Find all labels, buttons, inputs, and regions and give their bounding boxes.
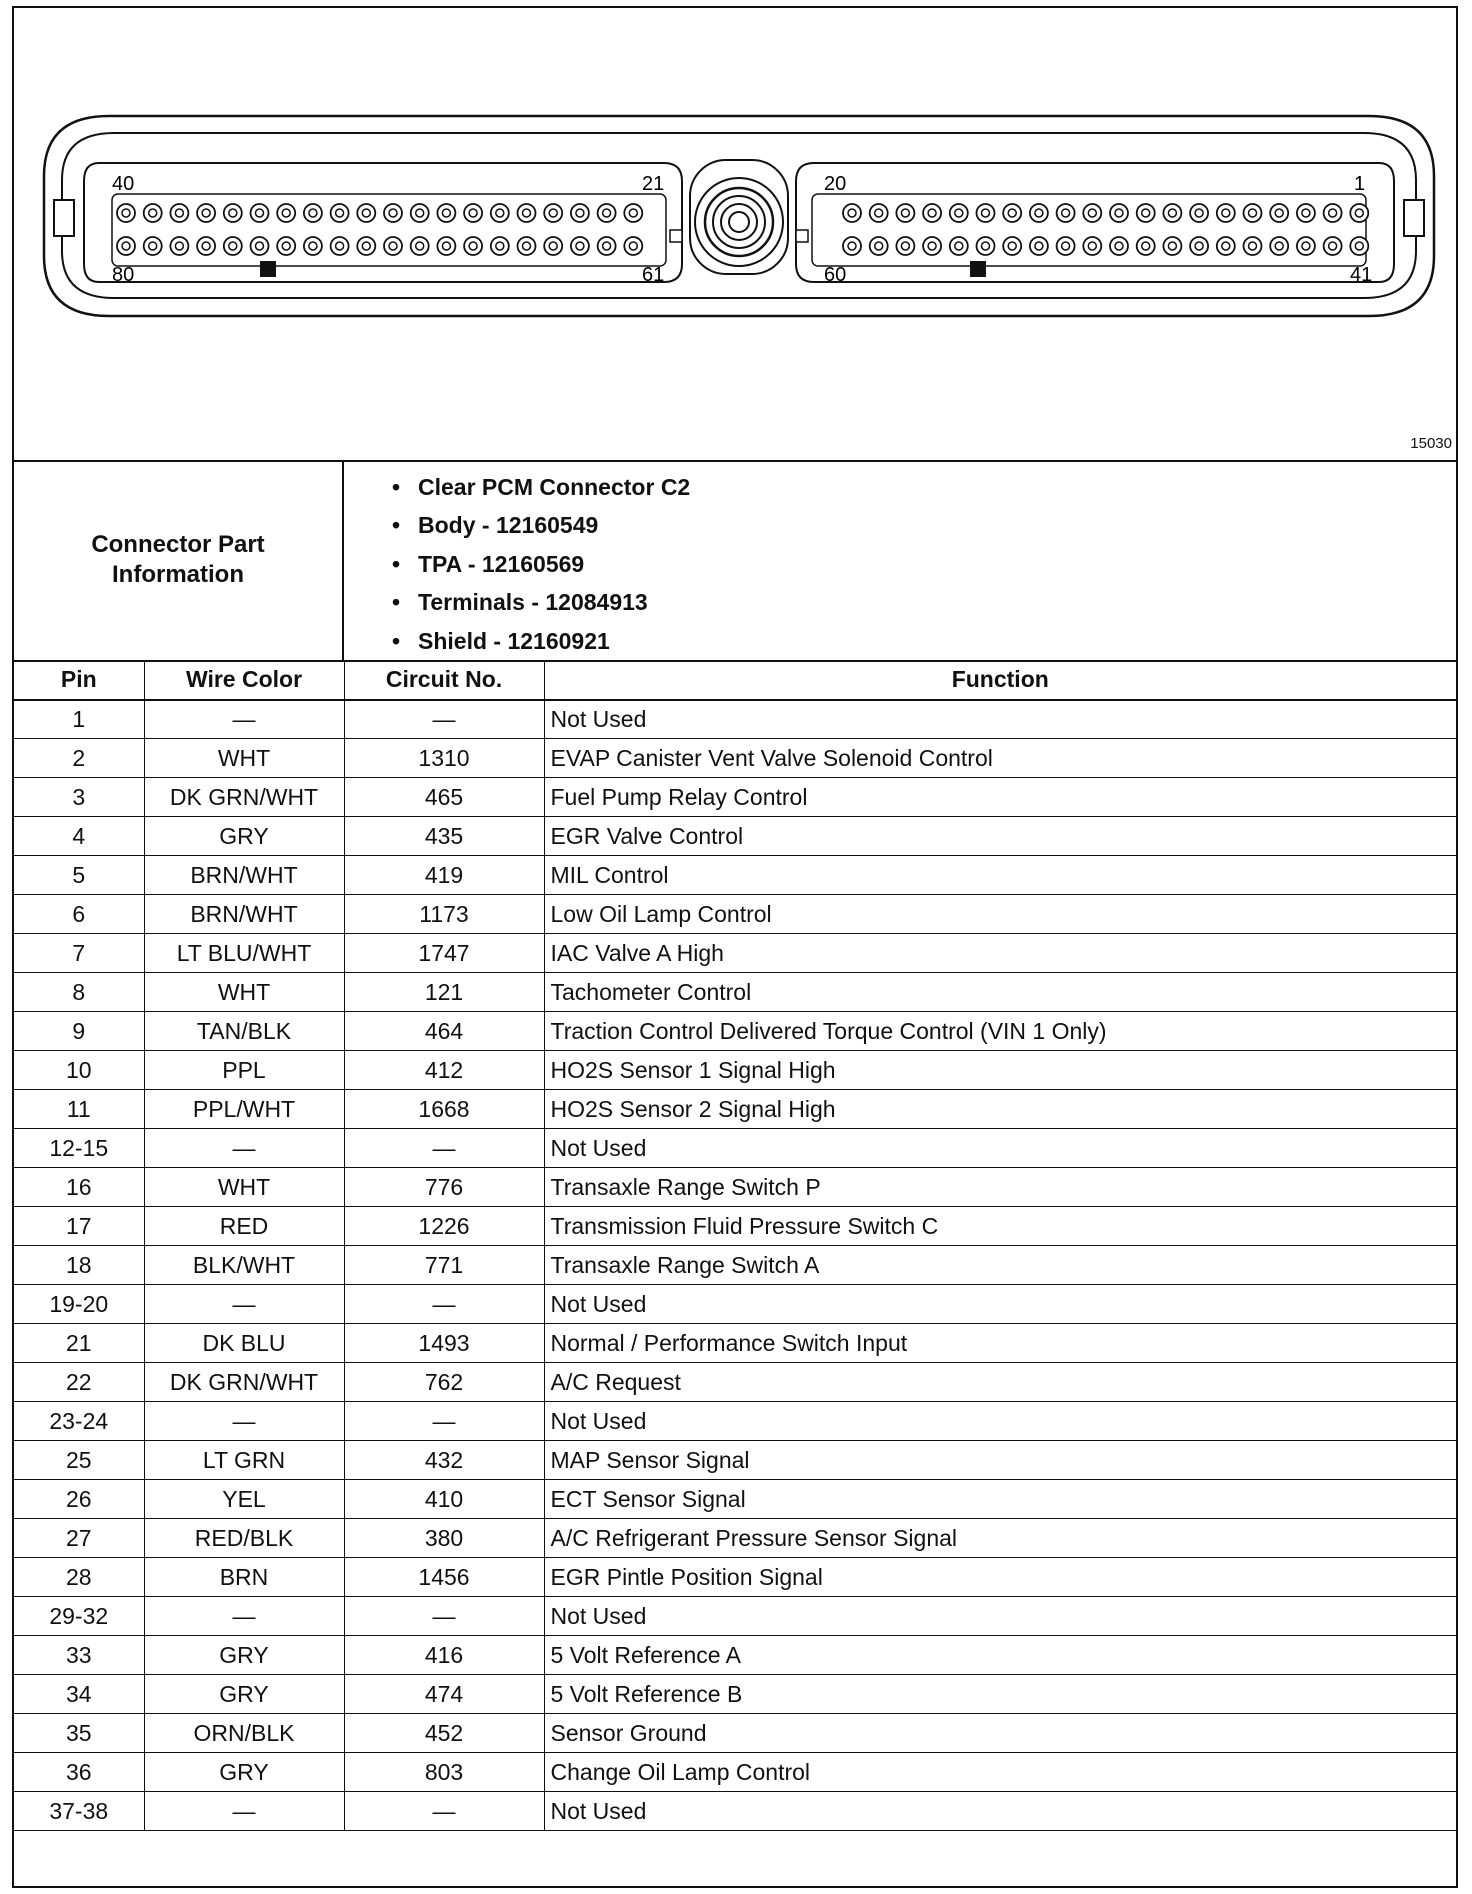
circuit-no-cell: 474 [344,1675,544,1714]
function-cell: Transaxle Range Switch A [544,1246,1456,1285]
function-cell: Not Used [544,1129,1456,1168]
wire-color-cell: BRN/WHT [144,895,344,934]
pin-cavity [1163,237,1181,255]
pin-cell: 16 [14,1168,144,1207]
wire-color-cell: WHT [144,1168,344,1207]
function-cell: MAP Sensor Signal [544,1441,1456,1480]
pin-cavity [224,204,242,222]
header-function: Function [544,661,1456,700]
header-wire-color: Wire Color [144,661,344,700]
circuit-no-cell: — [344,1597,544,1636]
circuit-no-cell: 1456 [344,1558,544,1597]
part-info-item: • Body - 12160549 [392,506,690,544]
function-cell: Fuel Pump Relay Control [544,778,1456,817]
pin-cavity [1244,204,1262,222]
pin-cell: 2 [14,739,144,778]
circuit-no-cell: 412 [344,1051,544,1090]
part-info-list [392,468,690,660]
pin-cavity [1057,204,1075,222]
pin-label-21: 21 [642,173,665,195]
table-row [14,934,1456,973]
table-row [14,1168,1456,1207]
pin-cavity [170,204,188,222]
pin-cavity [950,237,968,255]
pin-cavity [117,237,135,255]
pin-cavity [1350,204,1368,222]
pin-cavity [1217,204,1235,222]
circuit-no-cell: 435 [344,817,544,856]
function-cell: Change Oil Lamp Control [544,1753,1456,1792]
pin-cell: 25 [14,1441,144,1480]
table-row [14,1792,1456,1831]
function-cell: HO2S Sensor 1 Signal High [544,1051,1456,1090]
wire-color-cell: WHT [144,739,344,778]
table-row [14,1207,1456,1246]
part-info-label-text: Connector Part Information [91,531,265,588]
function-cell: A/C Request [544,1363,1456,1402]
pin-cell: 26 [14,1480,144,1519]
function-cell: Traction Control Delivered Torque Control (VIN 1 Only) [544,1012,1456,1051]
pin-cavity [251,237,269,255]
circuit-no-cell: 1226 [344,1207,544,1246]
pin-cavity [357,237,375,255]
function-cell: Tachometer Control [544,973,1456,1012]
part-info-item: • Terminals - 12084913 [392,583,690,621]
pin-cell: 23-24 [14,1402,144,1441]
table-row [14,1402,1456,1441]
pin-cavity [1137,204,1155,222]
table-row [14,1519,1456,1558]
pin-cavity [197,237,215,255]
pin-cavity [1244,237,1262,255]
table-row [14,1129,1456,1168]
part-info-item: • Shield - 12160921 [392,622,690,660]
wire-color-cell: YEL [144,1480,344,1519]
connector-sheet [12,6,1458,1888]
wire-color-cell: RED [144,1207,344,1246]
circuit-no-cell: 1173 [344,895,544,934]
pin-cell: 6 [14,895,144,934]
wire-color-cell: BRN [144,1558,344,1597]
pin-cavity [117,204,135,222]
pin-cavity [977,204,995,222]
table-row [14,1246,1456,1285]
table-row [14,1753,1456,1792]
pin-label-40: 40 [112,173,135,195]
pin-cavity [384,237,402,255]
pin-cavity [843,204,861,222]
pin-cavity [1110,237,1128,255]
table-row [14,1675,1456,1714]
function-cell: EVAP Canister Vent Valve Solenoid Control [544,739,1456,778]
pin-cavity [384,204,402,222]
pin-cavity [1217,237,1235,255]
function-cell: Not Used [544,1285,1456,1324]
function-cell: Sensor Ground [544,1714,1456,1753]
table-row [14,1636,1456,1675]
circuit-no-cell: 419 [344,856,544,895]
pin-cell: 33 [14,1636,144,1675]
wire-color-cell: LT BLU/WHT [144,934,344,973]
pin-cavity [571,237,589,255]
function-cell: A/C Refrigerant Pressure Sensor Signal [544,1519,1456,1558]
pin-cavity [1270,204,1288,222]
circuit-no-cell: 1493 [344,1324,544,1363]
pin-cavity [1190,237,1208,255]
wire-color-cell: BRN/WHT [144,856,344,895]
pin-cavity [518,237,536,255]
wire-color-cell: — [144,1285,344,1324]
table-row [14,778,1456,817]
pin-cavity [1163,204,1181,222]
table-row [14,1558,1456,1597]
pin-cavity [1324,204,1342,222]
pin-cavity [331,204,349,222]
pin-cavity [1324,237,1342,255]
pin-cavity [518,204,536,222]
wire-color-cell: GRY [144,817,344,856]
pin-cavity [464,204,482,222]
pin-cavity [251,204,269,222]
circuit-no-cell: 803 [344,1753,544,1792]
wire-color-cell: — [144,1792,344,1831]
wire-color-cell: — [144,1129,344,1168]
function-cell: MIL Control [544,856,1456,895]
pin-cell: 18 [14,1246,144,1285]
wire-color-cell: GRY [144,1753,344,1792]
pin-cavity [144,237,162,255]
function-cell: HO2S Sensor 2 Signal High [544,1090,1456,1129]
pin-cavity [923,237,941,255]
pin-cavity [923,204,941,222]
function-cell: Transaxle Range Switch P [544,1168,1456,1207]
table-row [14,739,1456,778]
pin-cell: 37-38 [14,1792,144,1831]
wire-color-cell: DK BLU [144,1324,344,1363]
pin-cavity [411,204,429,222]
table-row [14,1480,1456,1519]
function-cell: Not Used [544,1792,1456,1831]
wire-color-cell: PPL [144,1051,344,1090]
function-cell: Transmission Fluid Pressure Switch C [544,1207,1456,1246]
table-row [14,856,1456,895]
pin-cavity [1190,204,1208,222]
pin-cavity [1297,237,1315,255]
wire-color-cell: PPL/WHT [144,1090,344,1129]
pin-cavity [598,204,616,222]
pin-cavity [1083,237,1101,255]
pin-cell: 29-32 [14,1597,144,1636]
circuit-no-cell: 1668 [344,1090,544,1129]
pin-cavity [1003,237,1021,255]
circuit-no-cell: 762 [344,1363,544,1402]
pin-cell: 9 [14,1012,144,1051]
wire-color-cell: GRY [144,1636,344,1675]
function-cell: EGR Valve Control [544,817,1456,856]
table-row [14,817,1456,856]
pin-cell: 7 [14,934,144,973]
pin-cavity [1110,204,1128,222]
pin-cavity [1137,237,1155,255]
pin-cell: 35 [14,1714,144,1753]
wire-color-cell: DK GRN/WHT [144,1363,344,1402]
circuit-no-cell: 464 [344,1012,544,1051]
pin-cell: 12-15 [14,1129,144,1168]
pin-cavity [624,237,642,255]
pin-cell: 22 [14,1363,144,1402]
circuit-no-cell: 771 [344,1246,544,1285]
wire-color-cell: — [144,700,344,739]
wire-color-cell: RED/BLK [144,1519,344,1558]
connector-figure [14,8,1456,462]
pin-cavity [1270,237,1288,255]
circuit-no-cell: — [344,1285,544,1324]
pin-cavity [843,237,861,255]
pin-cavity [870,237,888,255]
function-cell: ECT Sensor Signal [544,1480,1456,1519]
pin-cavity [1297,204,1315,222]
pin-cell: 10 [14,1051,144,1090]
function-cell: IAC Valve A High [544,934,1456,973]
table-header-row [14,661,1456,700]
circuit-no-cell: 380 [344,1519,544,1558]
part-info-label [14,460,344,660]
pin-label-60: 60 [824,264,847,286]
pin-cavity [144,204,162,222]
circuit-no-cell: 1747 [344,934,544,973]
pin-cell: 36 [14,1753,144,1792]
pin-cavity [277,237,295,255]
header-pin: Pin [14,661,144,700]
wire-color-cell: DK GRN/WHT [144,778,344,817]
pin-cell: 34 [14,1675,144,1714]
wire-color-cell: — [144,1402,344,1441]
pin-cavity [1350,237,1368,255]
pin-cavity [170,237,188,255]
wire-color-cell: TAN/BLK [144,1012,344,1051]
wire-color-cell: BLK/WHT [144,1246,344,1285]
pin-cavity [464,237,482,255]
pin-cavity [1003,204,1021,222]
circuit-no-cell: — [344,700,544,739]
pin-cavity [571,204,589,222]
pin-cell: 28 [14,1558,144,1597]
pin-cavity [896,204,914,222]
table-row [14,1363,1456,1402]
function-cell: Normal / Performance Switch Input [544,1324,1456,1363]
pin-cavity [950,204,968,222]
table-row [14,700,1456,739]
pin-cell: 4 [14,817,144,856]
pin-cavity [331,237,349,255]
pin-cavity [977,237,995,255]
pin-cavity [1083,204,1101,222]
pin-cavity [357,204,375,222]
pin-cavity [896,237,914,255]
pin-cavity [544,204,562,222]
pin-cavity [1030,204,1048,222]
pin-cell: 3 [14,778,144,817]
circuit-no-cell: 121 [344,973,544,1012]
pin-cavity [277,204,295,222]
circuit-no-cell: — [344,1402,544,1441]
circuit-no-cell: 410 [344,1480,544,1519]
pin-cavity [437,204,455,222]
pin-cavity [491,204,509,222]
wire-color-cell: WHT [144,973,344,1012]
pin-cell: 11 [14,1090,144,1129]
function-cell: 5 Volt Reference B [544,1675,1456,1714]
pin-cell: 5 [14,856,144,895]
part-info-item: • Clear PCM Connector C2 [392,468,690,506]
circuit-no-cell: 1310 [344,739,544,778]
table-row [14,1441,1456,1480]
pin-cell: 1 [14,700,144,739]
pin-function-table [14,660,1456,1831]
table-row [14,1090,1456,1129]
pin-label-20: 20 [824,173,847,195]
pin-label-1: 1 [1354,173,1366,195]
function-cell: 5 Volt Reference A [544,1636,1456,1675]
circuit-no-cell: 416 [344,1636,544,1675]
illustration-id: 15030 [1410,435,1452,452]
pin-cavity [870,204,888,222]
function-cell: Low Oil Lamp Control [544,895,1456,934]
pin-cell: 27 [14,1519,144,1558]
circuit-no-cell: 432 [344,1441,544,1480]
pin-label-61: 61 [642,264,665,286]
pin-cavity [437,237,455,255]
table-row [14,1324,1456,1363]
function-cell: Not Used [544,700,1456,739]
function-cell: Not Used [544,1402,1456,1441]
pin-cavity [304,237,322,255]
pin-cavity [624,204,642,222]
table-row [14,1285,1456,1324]
pin-cavity [1057,237,1075,255]
connector-part-information [14,460,1456,662]
pin-cavity [197,204,215,222]
pin-cell: 19-20 [14,1285,144,1324]
function-cell: Not Used [544,1597,1456,1636]
pin-label-41: 41 [1350,264,1373,286]
table-row [14,1597,1456,1636]
table-row [14,895,1456,934]
circuit-no-cell: — [344,1129,544,1168]
pin-cavity [304,204,322,222]
table-row [14,973,1456,1012]
table-row [14,1051,1456,1090]
circuit-no-cell: 776 [344,1168,544,1207]
pin-cavity [598,237,616,255]
pcm-connector-c2-diagram [14,8,1456,460]
table-row [14,1714,1456,1753]
table-row [14,1012,1456,1051]
pin-cell: 17 [14,1207,144,1246]
function-cell: EGR Pintle Position Signal [544,1558,1456,1597]
wire-color-cell: ORN/BLK [144,1714,344,1753]
pin-cell: 21 [14,1324,144,1363]
pin-label-80: 80 [112,264,135,286]
pin-cell: 8 [14,973,144,1012]
header-circuit-no: Circuit No. [344,661,544,700]
pin-cavity [224,237,242,255]
pin-cavity [491,237,509,255]
circuit-no-cell: 452 [344,1714,544,1753]
wire-color-cell: GRY [144,1675,344,1714]
circuit-no-cell: — [344,1792,544,1831]
pin-cavity [411,237,429,255]
circuit-no-cell: 465 [344,778,544,817]
pin-cavity [1030,237,1048,255]
wire-color-cell: — [144,1597,344,1636]
wire-color-cell: LT GRN [144,1441,344,1480]
pin-cavity [544,237,562,255]
part-info-item: • TPA - 12160569 [392,545,690,583]
